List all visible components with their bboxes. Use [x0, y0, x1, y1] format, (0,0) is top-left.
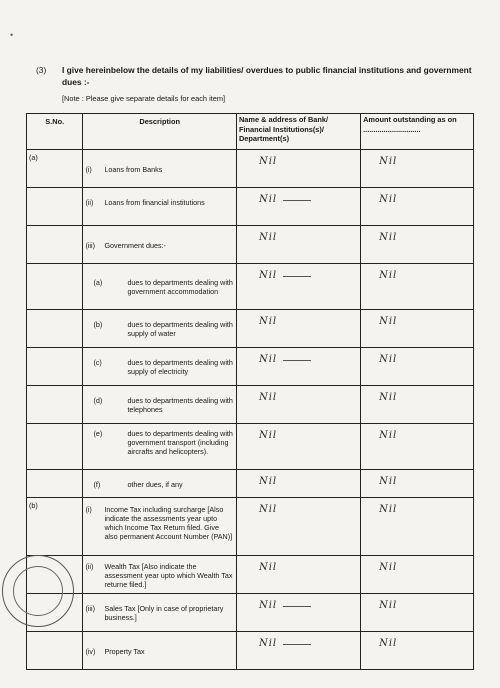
- dash-stroke: [283, 200, 311, 201]
- row-amount: [361, 424, 474, 470]
- description-wrap: [83, 264, 236, 296]
- row-amount: [361, 470, 474, 498]
- item-text: Property Tax: [104, 646, 145, 656]
- liabilities-table: [26, 113, 474, 670]
- handwritten-amount: Nil: [379, 270, 398, 281]
- row-description: [83, 188, 237, 226]
- dash-stroke: [283, 360, 311, 361]
- handwritten-bank: Nil: [258, 354, 278, 365]
- row-description: [83, 632, 237, 670]
- section-number: (3): [36, 65, 47, 75]
- handwritten-amount: Nil: [379, 194, 398, 205]
- handwritten-amount: Nil: [379, 562, 398, 573]
- table-row: [27, 470, 474, 498]
- handwritten-amount: Nil: [379, 476, 398, 487]
- description-wrap: [83, 386, 236, 414]
- row-sno: [27, 632, 83, 670]
- handwritten-amount: Nil: [379, 600, 398, 611]
- description-wrap: [83, 310, 236, 338]
- table-row: [27, 632, 474, 670]
- item-number: (c): [93, 358, 102, 367]
- row-description: [83, 310, 237, 348]
- item-number: (iv): [85, 646, 96, 656]
- description-wrap: [83, 348, 236, 376]
- row-amount: [361, 226, 474, 264]
- item-text: Loans from Banks: [104, 164, 163, 174]
- note-text: [Note : Please give separate details for each item]: [62, 94, 226, 103]
- row-bank: [236, 188, 360, 226]
- row-bank: [236, 264, 360, 310]
- row-bank: [236, 386, 360, 424]
- item-text: Government dues:-: [104, 240, 166, 250]
- row-amount: [361, 498, 474, 556]
- description-wrap: [83, 150, 236, 174]
- row-amount: [361, 386, 474, 424]
- item-number: (iii): [85, 240, 96, 250]
- table-row: [27, 594, 474, 632]
- row-amount: [361, 310, 474, 348]
- row-description: [83, 498, 237, 556]
- item-text: Loans from financial institutions: [104, 198, 205, 207]
- row-sno: [27, 188, 83, 226]
- section-text: I give hereinbelow the details of my liabilities/ overdues to public financial institutions and government dues :-: [62, 65, 472, 87]
- row-bank: [236, 498, 360, 556]
- item-number: (e): [93, 429, 103, 438]
- row-sno: [27, 424, 83, 470]
- row-bank: [236, 470, 360, 498]
- row-bank: [236, 556, 360, 594]
- handwritten-amount: Nil: [379, 430, 398, 441]
- description-wrap: [83, 498, 236, 541]
- handwritten-bank: Nil: [258, 638, 278, 649]
- header-description: Description: [83, 114, 237, 150]
- handwritten-bank: Nil: [258, 476, 278, 487]
- table-row: [27, 556, 474, 594]
- table-row: [27, 498, 474, 556]
- description-wrap: [83, 556, 236, 589]
- item-text: dues to departments dealing with supply of electricity: [127, 358, 233, 376]
- handwritten-bank: Nil: [258, 562, 278, 573]
- row-amount: [361, 556, 474, 594]
- row-bank: [236, 348, 360, 386]
- item-text: other dues, if any: [127, 479, 183, 489]
- item-text: Income Tax including surcharge [Also indicate the assessments year upto which Income Tax Return filed. Give also permanent Account Number (PAN)]: [104, 504, 233, 541]
- item-text: dues to departments dealing with government accommodation: [127, 278, 233, 296]
- handwritten-bank: Nil: [258, 194, 278, 205]
- dash-stroke: [283, 606, 311, 607]
- row-amount: [361, 632, 474, 670]
- table-row: [27, 188, 474, 226]
- handwritten-bank: Nil: [258, 430, 278, 441]
- item-text: dues to departments dealing with telephones: [127, 396, 233, 414]
- item-number: (i): [85, 164, 92, 174]
- row-bank: [236, 150, 360, 188]
- row-sno: (a): [27, 150, 83, 188]
- item-text: Sales Tax [Only in case of proprietary business.]: [104, 604, 224, 622]
- row-sno: [27, 470, 83, 498]
- row-bank: [236, 632, 360, 670]
- description-wrap: [83, 470, 236, 489]
- handwritten-amount: Nil: [379, 156, 398, 167]
- table-row: [27, 348, 474, 386]
- item-number: (ii): [85, 561, 94, 571]
- item-number: (iii): [85, 604, 96, 613]
- handwritten-bank: Nil: [258, 504, 278, 515]
- description-wrap: [83, 594, 236, 622]
- row-bank: [236, 226, 360, 264]
- handwritten-amount: Nil: [379, 232, 398, 243]
- table-row: [27, 150, 474, 188]
- handwritten-bank: Nil: [258, 156, 278, 167]
- item-number: (b): [93, 320, 103, 329]
- row-amount: [361, 264, 474, 310]
- table-header-row: [27, 114, 474, 150]
- table-row: [27, 226, 474, 264]
- item-number: (d): [93, 396, 103, 405]
- handwritten-amount: Nil: [379, 354, 398, 365]
- row-sno: [27, 310, 83, 348]
- handwritten-bank: Nil: [258, 392, 278, 403]
- handwritten-bank: Nil: [258, 600, 278, 611]
- item-text: dues to departments dealing with government transport (including aircrafts and helicopters).: [127, 429, 233, 456]
- item-text: dues to departments dealing with supply of water: [127, 320, 233, 338]
- row-bank: [236, 310, 360, 348]
- row-bank: [236, 424, 360, 470]
- row-description: [83, 386, 237, 424]
- handwritten-amount: Nil: [379, 316, 398, 327]
- description-wrap: [83, 424, 236, 456]
- table-row: [27, 264, 474, 310]
- row-description: [83, 556, 237, 594]
- header-bank: Name & address of Bank/ Financial Institutions(s)/ Department(s): [236, 114, 360, 150]
- description-wrap: [83, 188, 236, 207]
- row-amount: [361, 188, 474, 226]
- row-description: [83, 150, 237, 188]
- row-description: [83, 348, 237, 386]
- punch-mark: •: [10, 30, 14, 40]
- handwritten-bank: Nil: [258, 270, 278, 281]
- description-wrap: [83, 226, 236, 250]
- stamp-inner-ring: [13, 566, 63, 616]
- dash-stroke: [283, 644, 311, 645]
- item-text: Wealth Tax [Also indicate the assessment year upto which Wealth Tax returne filed.]: [104, 561, 233, 589]
- row-sno: [27, 348, 83, 386]
- item-number: (f): [93, 479, 101, 489]
- row-sno: (b): [27, 498, 83, 556]
- row-sno: [27, 226, 83, 264]
- row-amount: [361, 348, 474, 386]
- row-description: [83, 424, 237, 470]
- row-description: [83, 594, 237, 632]
- table-row: [27, 310, 474, 348]
- handwritten-bank: Nil: [258, 316, 278, 327]
- row-amount: [361, 150, 474, 188]
- item-number: (a): [93, 278, 103, 287]
- description-wrap: [83, 632, 236, 656]
- row-sno: [27, 264, 83, 310]
- row-bank: [236, 594, 360, 632]
- notary-stamp: [2, 555, 74, 627]
- header-sno: S.No.: [27, 114, 83, 150]
- handwritten-amount: Nil: [379, 638, 398, 649]
- item-number: (ii): [85, 198, 94, 207]
- header-amount: Amount outstanding as on ............................: [361, 114, 474, 150]
- row-sno: [27, 386, 83, 424]
- row-description: [83, 226, 237, 264]
- row-description: [83, 264, 237, 310]
- handwritten-amount: Nil: [379, 504, 398, 515]
- dash-stroke: [283, 276, 311, 277]
- table-row: [27, 424, 474, 470]
- handwritten-amount: Nil: [379, 392, 398, 403]
- row-amount: [361, 594, 474, 632]
- table-row: [27, 386, 474, 424]
- row-description: [83, 470, 237, 498]
- item-number: (i): [85, 504, 92, 514]
- handwritten-bank: Nil: [258, 232, 278, 243]
